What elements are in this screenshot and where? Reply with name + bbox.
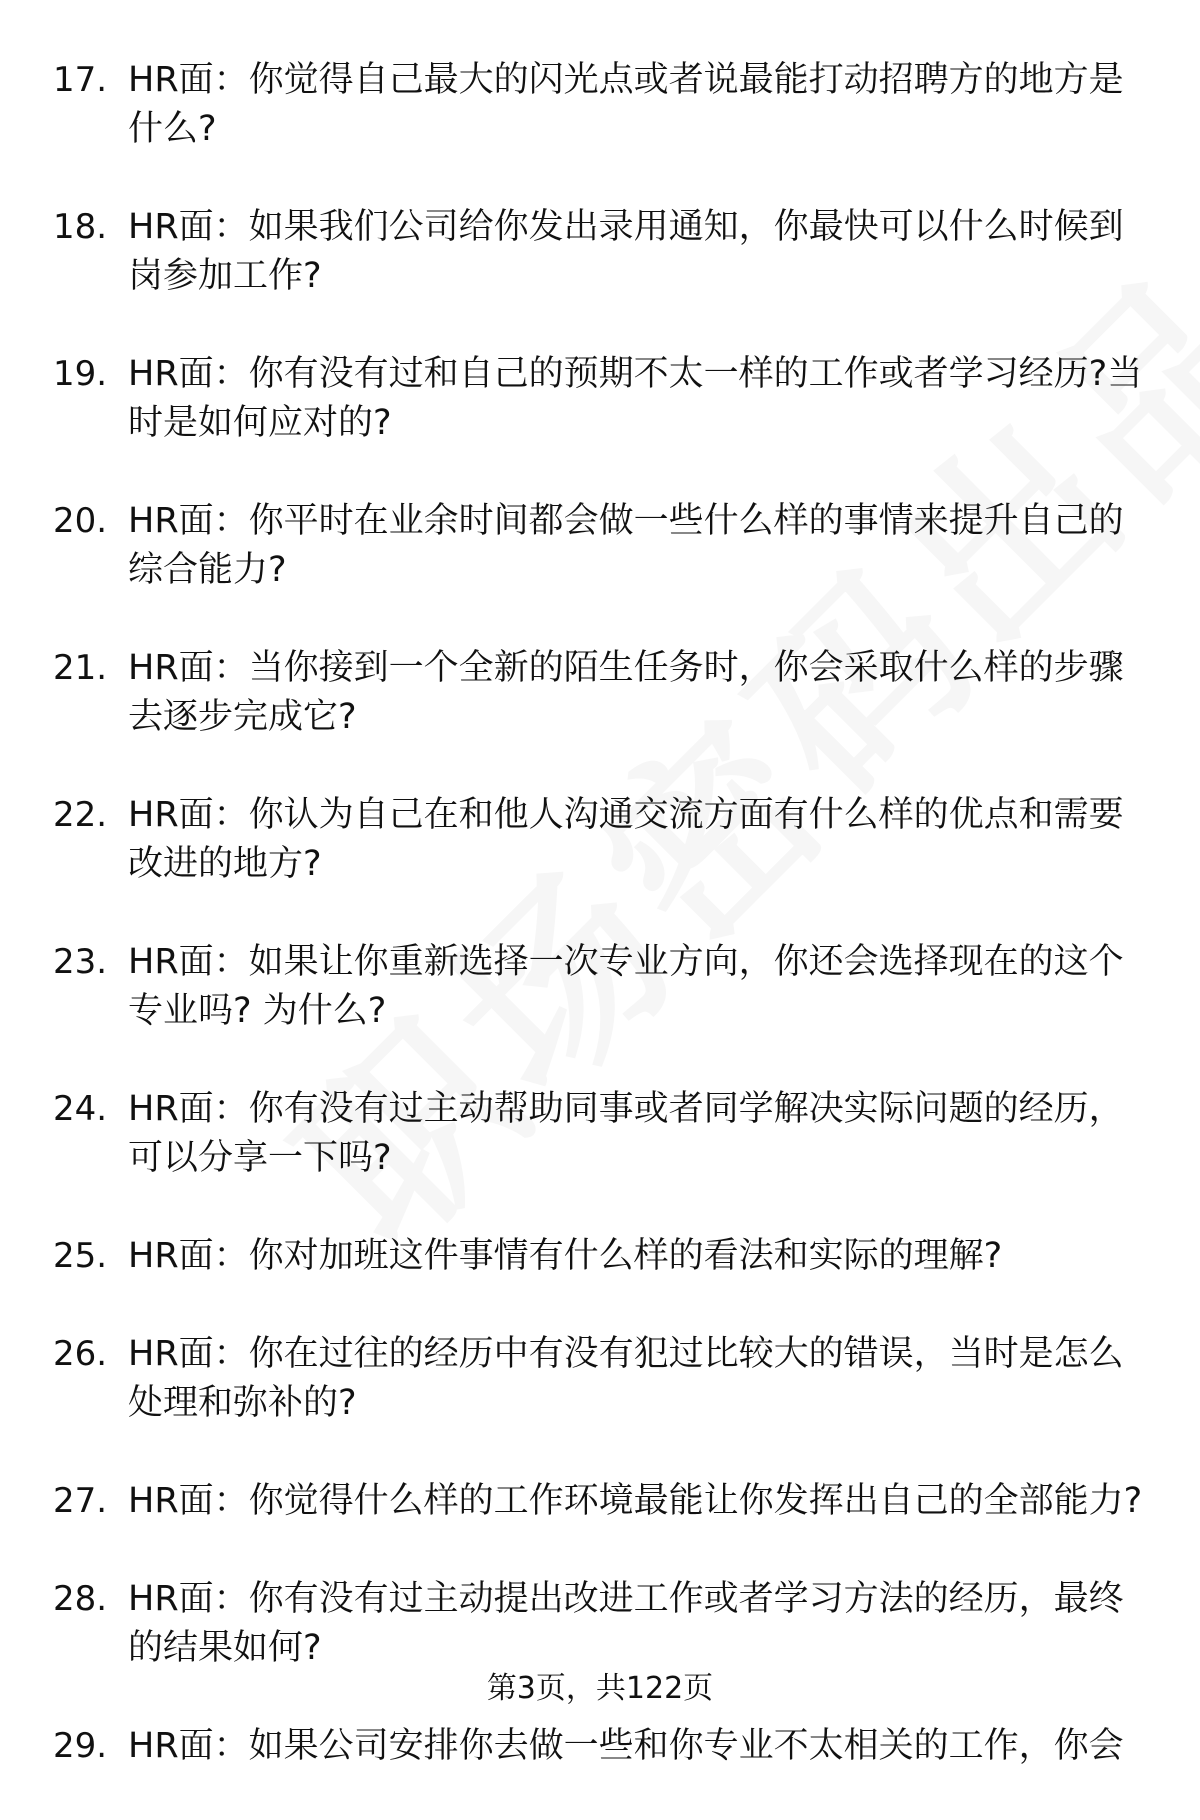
question-number: 28. <box>53 1579 108 1619</box>
question-item <box>0 497 1200 595</box>
question-item <box>0 1232 1200 1281</box>
page-footer: 第3页，共122页 <box>486 1671 714 1706</box>
question-text: HR面：你有没有过和自己的预期不太一样的工作或者学习经历?当时是如何应对的? <box>128 354 1143 443</box>
question-text: HR面：你认为自己在和他人沟通交流方面有什么样的优点和需要改进的地方? <box>128 795 1124 884</box>
question-item <box>0 1085 1200 1183</box>
question-item <box>0 1575 1200 1673</box>
question-text: HR面：你有没有过主动帮助同事或者同学解决实际问题的经历，可以分享一下吗? <box>128 1089 1124 1178</box>
question-item <box>0 350 1200 448</box>
question-text: HR面：你觉得什么样的工作环境最能让你发挥出自己的全部能力? <box>128 1481 1143 1521</box>
question-text: HR面：你在过往的经历中有没有犯过比较大的错误，当时是怎么处理和弥补的? <box>128 1334 1124 1423</box>
question-number: 19. <box>53 354 108 394</box>
question-text: HR面：你平时在业余时间都会做一些什么样的事情来提升自己的综合能力? <box>128 501 1124 590</box>
question-text: HR面：你觉得自己最大的闪光点或者说最能打动招聘方的地方是什么? <box>128 60 1124 149</box>
question-text: HR面：当你接到一个全新的陌生任务时，你会采取什么样的步骤去逐步完成它? <box>128 648 1124 737</box>
question-number: 22. <box>53 795 108 835</box>
question-item <box>0 56 1200 154</box>
question-number: 21. <box>53 648 108 688</box>
question-item <box>0 1330 1200 1428</box>
question-number: 24. <box>53 1089 108 1129</box>
question-list <box>0 56 1200 1820</box>
question-text: HR面：如果公司安排你去做一些和你专业不太相关的工作，你会 <box>128 1726 1124 1766</box>
question-text: HR面：如果我们公司给你发出录用通知，你最快可以什么时候到岗参加工作? <box>128 207 1124 296</box>
question-item <box>0 938 1200 1036</box>
question-number: 29. <box>53 1726 108 1766</box>
question-text: HR面：你有没有过主动提出改进工作或者学习方法的经历，最终的结果如何? <box>128 1579 1124 1668</box>
question-number: 23. <box>53 942 108 982</box>
question-number: 25. <box>53 1236 108 1276</box>
question-text: HR面：如果让你重新选择一次专业方向，你还会选择现在的这个专业吗? 为什么? <box>128 942 1124 1031</box>
question-item <box>0 203 1200 301</box>
question-item <box>0 1477 1200 1526</box>
question-item <box>0 791 1200 889</box>
question-item <box>0 1722 1200 1771</box>
question-item <box>0 644 1200 742</box>
question-number: 18. <box>53 207 108 247</box>
question-number: 20. <box>53 501 108 541</box>
question-number: 17. <box>53 60 108 100</box>
question-number: 27. <box>53 1481 108 1521</box>
question-number: 26. <box>53 1334 108 1374</box>
question-text: HR面：你对加班这件事情有什么样的看法和实际的理解? <box>128 1236 1003 1276</box>
